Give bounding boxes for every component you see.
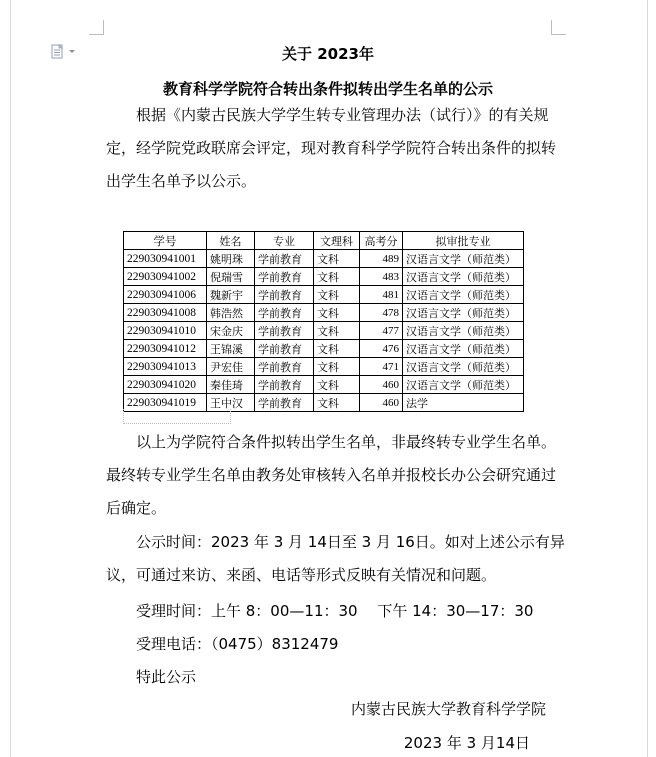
issuing-organization: 内蒙古民族大学教育科学学院: [350, 700, 546, 718]
cell-track: 文科: [314, 322, 360, 340]
cell-score: 460: [360, 376, 403, 394]
table-row: [124, 250, 524, 268]
cell-major: 学前教育: [255, 286, 314, 304]
cell-student-id: 229030941020: [124, 376, 207, 394]
cell-track: 文科: [314, 250, 360, 268]
table-row: [124, 268, 524, 286]
cell-track: 文科: [314, 376, 360, 394]
cell-student-id: 229030941008: [124, 304, 207, 322]
cell-score: 476: [360, 340, 403, 358]
cell-student-id: 229030941012: [124, 340, 207, 358]
cell-score: 483: [360, 268, 403, 286]
cell-major: 学前教育: [255, 304, 314, 322]
period-text: 公示时间：2023 年 3 月 14日至 3 月 16日。如对上述公示有异议，可通过来访、来函、电话等形式反映有关情况和问题。: [106, 533, 565, 584]
cell-target-major: 汉语言文学（师范类）: [403, 322, 524, 340]
student-list-table: [123, 231, 524, 412]
table-header-row: [124, 232, 524, 250]
cell-track: 文科: [314, 394, 360, 412]
cell-student-id: 229030941002: [124, 268, 207, 286]
cell-name: 尹宏佳: [207, 358, 255, 376]
closing-notice: 特此公示: [136, 668, 197, 686]
intro-text: 根据《内蒙古民族大学学生转专业管理办法（试行）》的有关规定，经学院党政联席会评定，现对教育科学学院符合转出条件的拟转出学生名单予以公示。: [106, 106, 557, 190]
cell-name: 王锦溪: [207, 340, 255, 358]
cell-target-major: 汉语言文学（师范类）: [403, 304, 524, 322]
cell-major: 学前教育: [255, 250, 314, 268]
cell-major: 学前教育: [255, 358, 314, 376]
cell-major: 学前教育: [255, 376, 314, 394]
office-hours: 受理时间：上午 8：00—11：30 下午 14：30—17：30: [136, 602, 534, 620]
issue-date: 2023 年 3 月14日: [403, 734, 530, 752]
cell-student-id: 229030941006: [124, 286, 207, 304]
intro-paragraph: [106, 99, 566, 198]
cell-target-major: 汉语言文学（师范类）: [403, 358, 524, 376]
statement-text: 以上为学院符合条件拟转出学生名单，非最终转专业学生名单。最终转专业学生名单由教务处审核转入名单并报校长办公会研究通过后确定。: [106, 433, 557, 517]
cell-name: 秦佳琦: [207, 376, 255, 394]
cell-target-major: 汉语言文学（师范类）: [403, 286, 524, 304]
cell-student-id: 229030941019: [124, 394, 207, 412]
cell-name: 宋金庆: [207, 322, 255, 340]
cell-name: 姚明珠: [207, 250, 255, 268]
cell-major: 学前教育: [255, 322, 314, 340]
cell-student-id: 229030941013: [124, 358, 207, 376]
column-header-track: 文理科: [314, 232, 360, 250]
document-title-line1: 关于 2023年: [282, 45, 374, 63]
table-row: [124, 340, 524, 358]
cell-student-id: 229030941001: [124, 250, 207, 268]
column-header-major: 专业: [255, 232, 314, 250]
cell-major: 学前教育: [255, 340, 314, 358]
cell-track: 文科: [314, 304, 360, 322]
cell-score: 471: [360, 358, 403, 376]
cell-student-id: 229030941010: [124, 322, 207, 340]
table-row: [124, 322, 524, 340]
cell-target-major: 汉语言文学（师范类）: [403, 250, 524, 268]
cell-name: 王中汉: [207, 394, 255, 412]
cell-target-major: 汉语言文学（师范类）: [403, 340, 524, 358]
cell-name: 韩浩然: [207, 304, 255, 322]
cell-major: 学前教育: [255, 268, 314, 286]
margin-corner-mark: [89, 20, 104, 35]
cell-track: 文科: [314, 340, 360, 358]
table-row: [124, 358, 524, 376]
table-resize-handle[interactable]: [123, 409, 231, 424]
document-title-line2: 教育科学学院符合转出条件拟转出学生名单的公示: [162, 80, 493, 98]
cell-score: 489: [360, 250, 403, 268]
cell-score: 477: [360, 322, 403, 340]
cell-target-major: 汉语言文学（师范类）: [403, 268, 524, 286]
cell-track: 文科: [314, 286, 360, 304]
cell-target-major: 法学: [403, 394, 524, 412]
column-header-student-id: 学号: [124, 232, 207, 250]
column-header-name: 姓名: [207, 232, 255, 250]
period-paragraph: [106, 526, 566, 592]
cell-track: 文科: [314, 268, 360, 286]
contact-phone: 受理电话：（0475）8312479: [136, 635, 339, 653]
table-row: [124, 376, 524, 394]
cell-target-major: 汉语言文学（师范类）: [403, 376, 524, 394]
cell-major: 学前教育: [255, 394, 314, 412]
cell-track: 文科: [314, 358, 360, 376]
table-row: [124, 286, 524, 304]
cell-score: 481: [360, 286, 403, 304]
cell-score: 478: [360, 304, 403, 322]
column-header-score: 高考分: [360, 232, 403, 250]
cell-name: 魏新宇: [207, 286, 255, 304]
table-row: [124, 304, 524, 322]
cell-score: 460: [360, 394, 403, 412]
margin-corner-mark: [551, 20, 566, 35]
column-header-target-major: 拟审批专业: [403, 232, 524, 250]
statement-paragraph: [106, 426, 566, 525]
cell-name: 倪瑞雪: [207, 268, 255, 286]
